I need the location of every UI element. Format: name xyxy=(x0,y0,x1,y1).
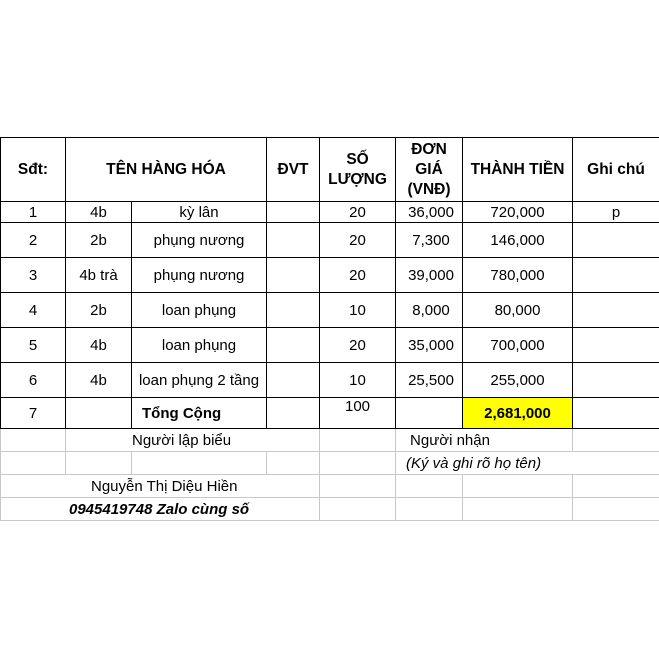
cell-amount[interactable]: 700,000 xyxy=(463,328,573,363)
empty-cell[interactable] xyxy=(573,429,659,452)
empty-cell[interactable] xyxy=(396,498,463,521)
empty-cell[interactable] xyxy=(132,452,267,475)
empty-cell[interactable] xyxy=(66,452,132,475)
cell-note[interactable] xyxy=(573,258,659,293)
cell-unit-price[interactable]: 35,000 xyxy=(396,328,463,363)
empty-cell[interactable] xyxy=(320,475,396,498)
cell-unit-price[interactable]: 7,300 xyxy=(396,223,463,258)
empty-cell[interactable] xyxy=(463,498,573,521)
cell-quantity[interactable]: 20 xyxy=(320,258,396,293)
cell-unit-price[interactable]: 36,000 xyxy=(396,202,463,223)
table-row xyxy=(1,328,659,363)
cell-no[interactable]: 7 xyxy=(1,398,66,429)
header-row xyxy=(1,138,659,202)
cell-note[interactable]: p xyxy=(573,202,659,223)
cell-unit[interactable] xyxy=(267,202,320,223)
cell-no[interactable]: 2 xyxy=(1,223,66,258)
cell-no[interactable]: 1 xyxy=(1,202,66,223)
cell-quantity[interactable]: 10 xyxy=(320,363,396,398)
cell-unit[interactable] xyxy=(267,293,320,328)
cell-note[interactable] xyxy=(573,293,659,328)
footer-row-receiver-note xyxy=(1,452,659,475)
cell-item-name[interactable]: phụng nương xyxy=(132,258,267,293)
empty-cell[interactable] xyxy=(573,498,659,521)
empty-cell[interactable] xyxy=(1,429,66,452)
footer-row-preparer-name xyxy=(1,475,659,498)
cell-code[interactable] xyxy=(66,398,132,429)
header-unit[interactable]: ĐVT xyxy=(267,138,320,202)
cell-unit[interactable] xyxy=(267,398,320,429)
cell-unit[interactable] xyxy=(267,328,320,363)
prepared-by-label[interactable]: Người lập biểu xyxy=(66,429,320,452)
total-quantity[interactable]: 100 xyxy=(320,398,396,429)
cell-no[interactable]: 5 xyxy=(1,328,66,363)
phone-line[interactable]: 0945419748 Zalo cùng số xyxy=(1,498,320,521)
cell-no[interactable]: 4 xyxy=(1,293,66,328)
table-row xyxy=(1,202,659,223)
cell-code[interactable]: 4b xyxy=(66,328,132,363)
table-row xyxy=(1,258,659,293)
cell-unit[interactable] xyxy=(267,363,320,398)
total-row xyxy=(1,398,659,429)
spreadsheet xyxy=(0,137,659,521)
preparer-name[interactable]: Nguyễn Thị Diệu Hiền xyxy=(1,475,320,498)
cell-note[interactable] xyxy=(573,398,659,429)
cell-unit-price[interactable]: 8,000 xyxy=(396,293,463,328)
cell-unit-price[interactable] xyxy=(396,398,463,429)
empty-cell[interactable] xyxy=(267,452,320,475)
cell-code[interactable]: 2b xyxy=(66,293,132,328)
cell-amount[interactable]: 255,000 xyxy=(463,363,573,398)
cell-amount[interactable]: 80,000 xyxy=(463,293,573,328)
cell-quantity[interactable]: 20 xyxy=(320,202,396,223)
table-row xyxy=(1,363,659,398)
cell-quantity[interactable]: 10 xyxy=(320,293,396,328)
empty-cell[interactable] xyxy=(1,452,66,475)
footer-row-signatures xyxy=(1,429,659,452)
cell-code[interactable]: 4b xyxy=(66,202,132,223)
table-row xyxy=(1,223,659,258)
cell-code[interactable]: 4b xyxy=(66,363,132,398)
invoice-table xyxy=(0,137,659,521)
footer-row-phone xyxy=(1,498,659,521)
cell-note[interactable] xyxy=(573,363,659,398)
cell-item-name[interactable]: phụng nương xyxy=(132,223,267,258)
cell-amount[interactable]: 146,000 xyxy=(463,223,573,258)
header-unit-price[interactable]: ĐƠN GIÁ (VNĐ) xyxy=(396,138,463,202)
header-stt[interactable]: Sđt: xyxy=(1,138,66,202)
cell-unit[interactable] xyxy=(267,223,320,258)
cell-item-name[interactable]: kỳ lân xyxy=(132,202,267,223)
cell-item-name[interactable]: loan phụng xyxy=(132,293,267,328)
table-row xyxy=(1,293,659,328)
cell-quantity[interactable]: 20 xyxy=(320,328,396,363)
receiver-note[interactable]: (Ký và ghi rõ họ tên) xyxy=(396,452,659,475)
cell-code[interactable]: 4b trà xyxy=(66,258,132,293)
empty-cell[interactable] xyxy=(573,475,659,498)
cell-no[interactable]: 6 xyxy=(1,363,66,398)
cell-unit[interactable] xyxy=(267,258,320,293)
cell-item-name[interactable]: loan phụng 2 tầng xyxy=(132,363,267,398)
total-amount[interactable]: 2,681,000 xyxy=(463,398,573,429)
cell-quantity[interactable]: 20 xyxy=(320,223,396,258)
empty-cell[interactable] xyxy=(396,475,463,498)
cell-note[interactable] xyxy=(573,223,659,258)
empty-cell[interactable] xyxy=(320,452,396,475)
header-amount[interactable]: THÀNH TIỀN xyxy=(463,138,573,202)
header-quantity[interactable]: SỐ LƯỢNG xyxy=(320,138,396,202)
header-item-name[interactable]: TÊN HÀNG HÓA xyxy=(66,138,267,202)
cell-amount[interactable]: 780,000 xyxy=(463,258,573,293)
cell-unit-price[interactable]: 39,000 xyxy=(396,258,463,293)
cell-no[interactable]: 3 xyxy=(1,258,66,293)
empty-cell[interactable] xyxy=(320,498,396,521)
header-note[interactable]: Ghi chú xyxy=(573,138,659,202)
empty-cell[interactable] xyxy=(463,475,573,498)
receiver-label[interactable]: Người nhận xyxy=(396,429,573,452)
cell-note[interactable] xyxy=(573,328,659,363)
empty-cell[interactable] xyxy=(320,429,396,452)
total-label[interactable]: Tổng Cộng xyxy=(132,398,267,429)
cell-amount[interactable]: 720,000 xyxy=(463,202,573,223)
cell-item-name[interactable]: loan phụng xyxy=(132,328,267,363)
cell-code[interactable]: 2b xyxy=(66,223,132,258)
cell-unit-price[interactable]: 25,500 xyxy=(396,363,463,398)
